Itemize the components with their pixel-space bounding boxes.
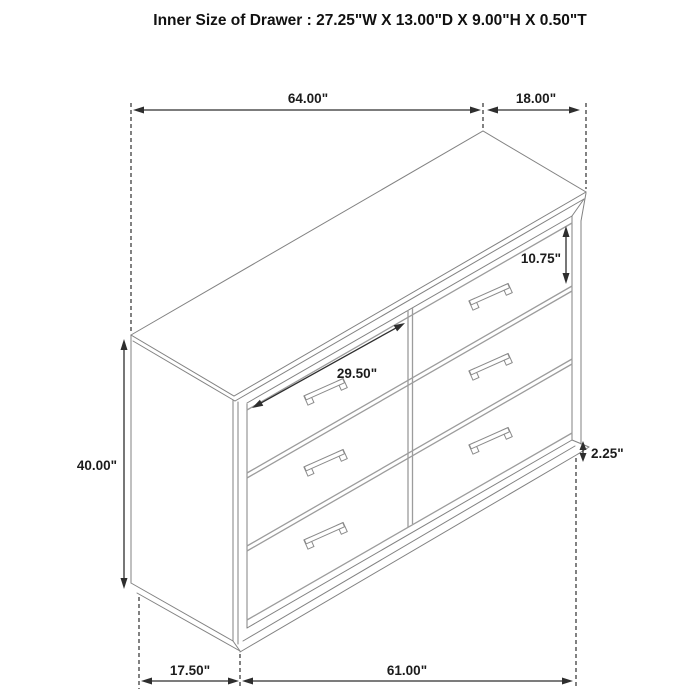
- dim-base-depth-label: 17.50": [169, 663, 211, 678]
- dresser-base: [240, 440, 589, 652]
- drawer-handle: [304, 522, 347, 549]
- diagram-title: Inner Size of Drawer : 27.25"W X 13.00"D X 9.00"H X 0.50"T: [153, 12, 587, 29]
- dim-drawer-front-width-label: 29.50": [336, 366, 378, 381]
- dim-top-depth-label: 18.00": [515, 91, 557, 106]
- dim-base-height-label: 2.25": [591, 446, 624, 461]
- dim-top-drawer-height-label: 10.75": [520, 251, 561, 266]
- drawer-handle: [469, 353, 512, 380]
- dimension-base-width: [242, 663, 573, 685]
- dim-top-width-label: 64.00": [287, 91, 329, 106]
- drawer-handle: [304, 449, 347, 476]
- dimension-base-depth: [141, 663, 239, 685]
- dim-overall-height-label: 40.00": [76, 458, 117, 473]
- drawer-handle: [469, 283, 512, 310]
- dimension-top-width: [133, 91, 481, 114]
- dresser-top-face: [131, 131, 586, 401]
- dimension-top-depth: [487, 91, 580, 114]
- drawer-handle: [304, 378, 347, 405]
- dim-base-width-label: 61.00": [386, 663, 428, 678]
- dimension-top-drawer-height: [521, 226, 570, 284]
- drawer-handle: [469, 427, 512, 454]
- dimension-base-height: [580, 441, 624, 462]
- dimension-overall-height: [77, 339, 128, 589]
- dresser-drawing: [131, 131, 589, 652]
